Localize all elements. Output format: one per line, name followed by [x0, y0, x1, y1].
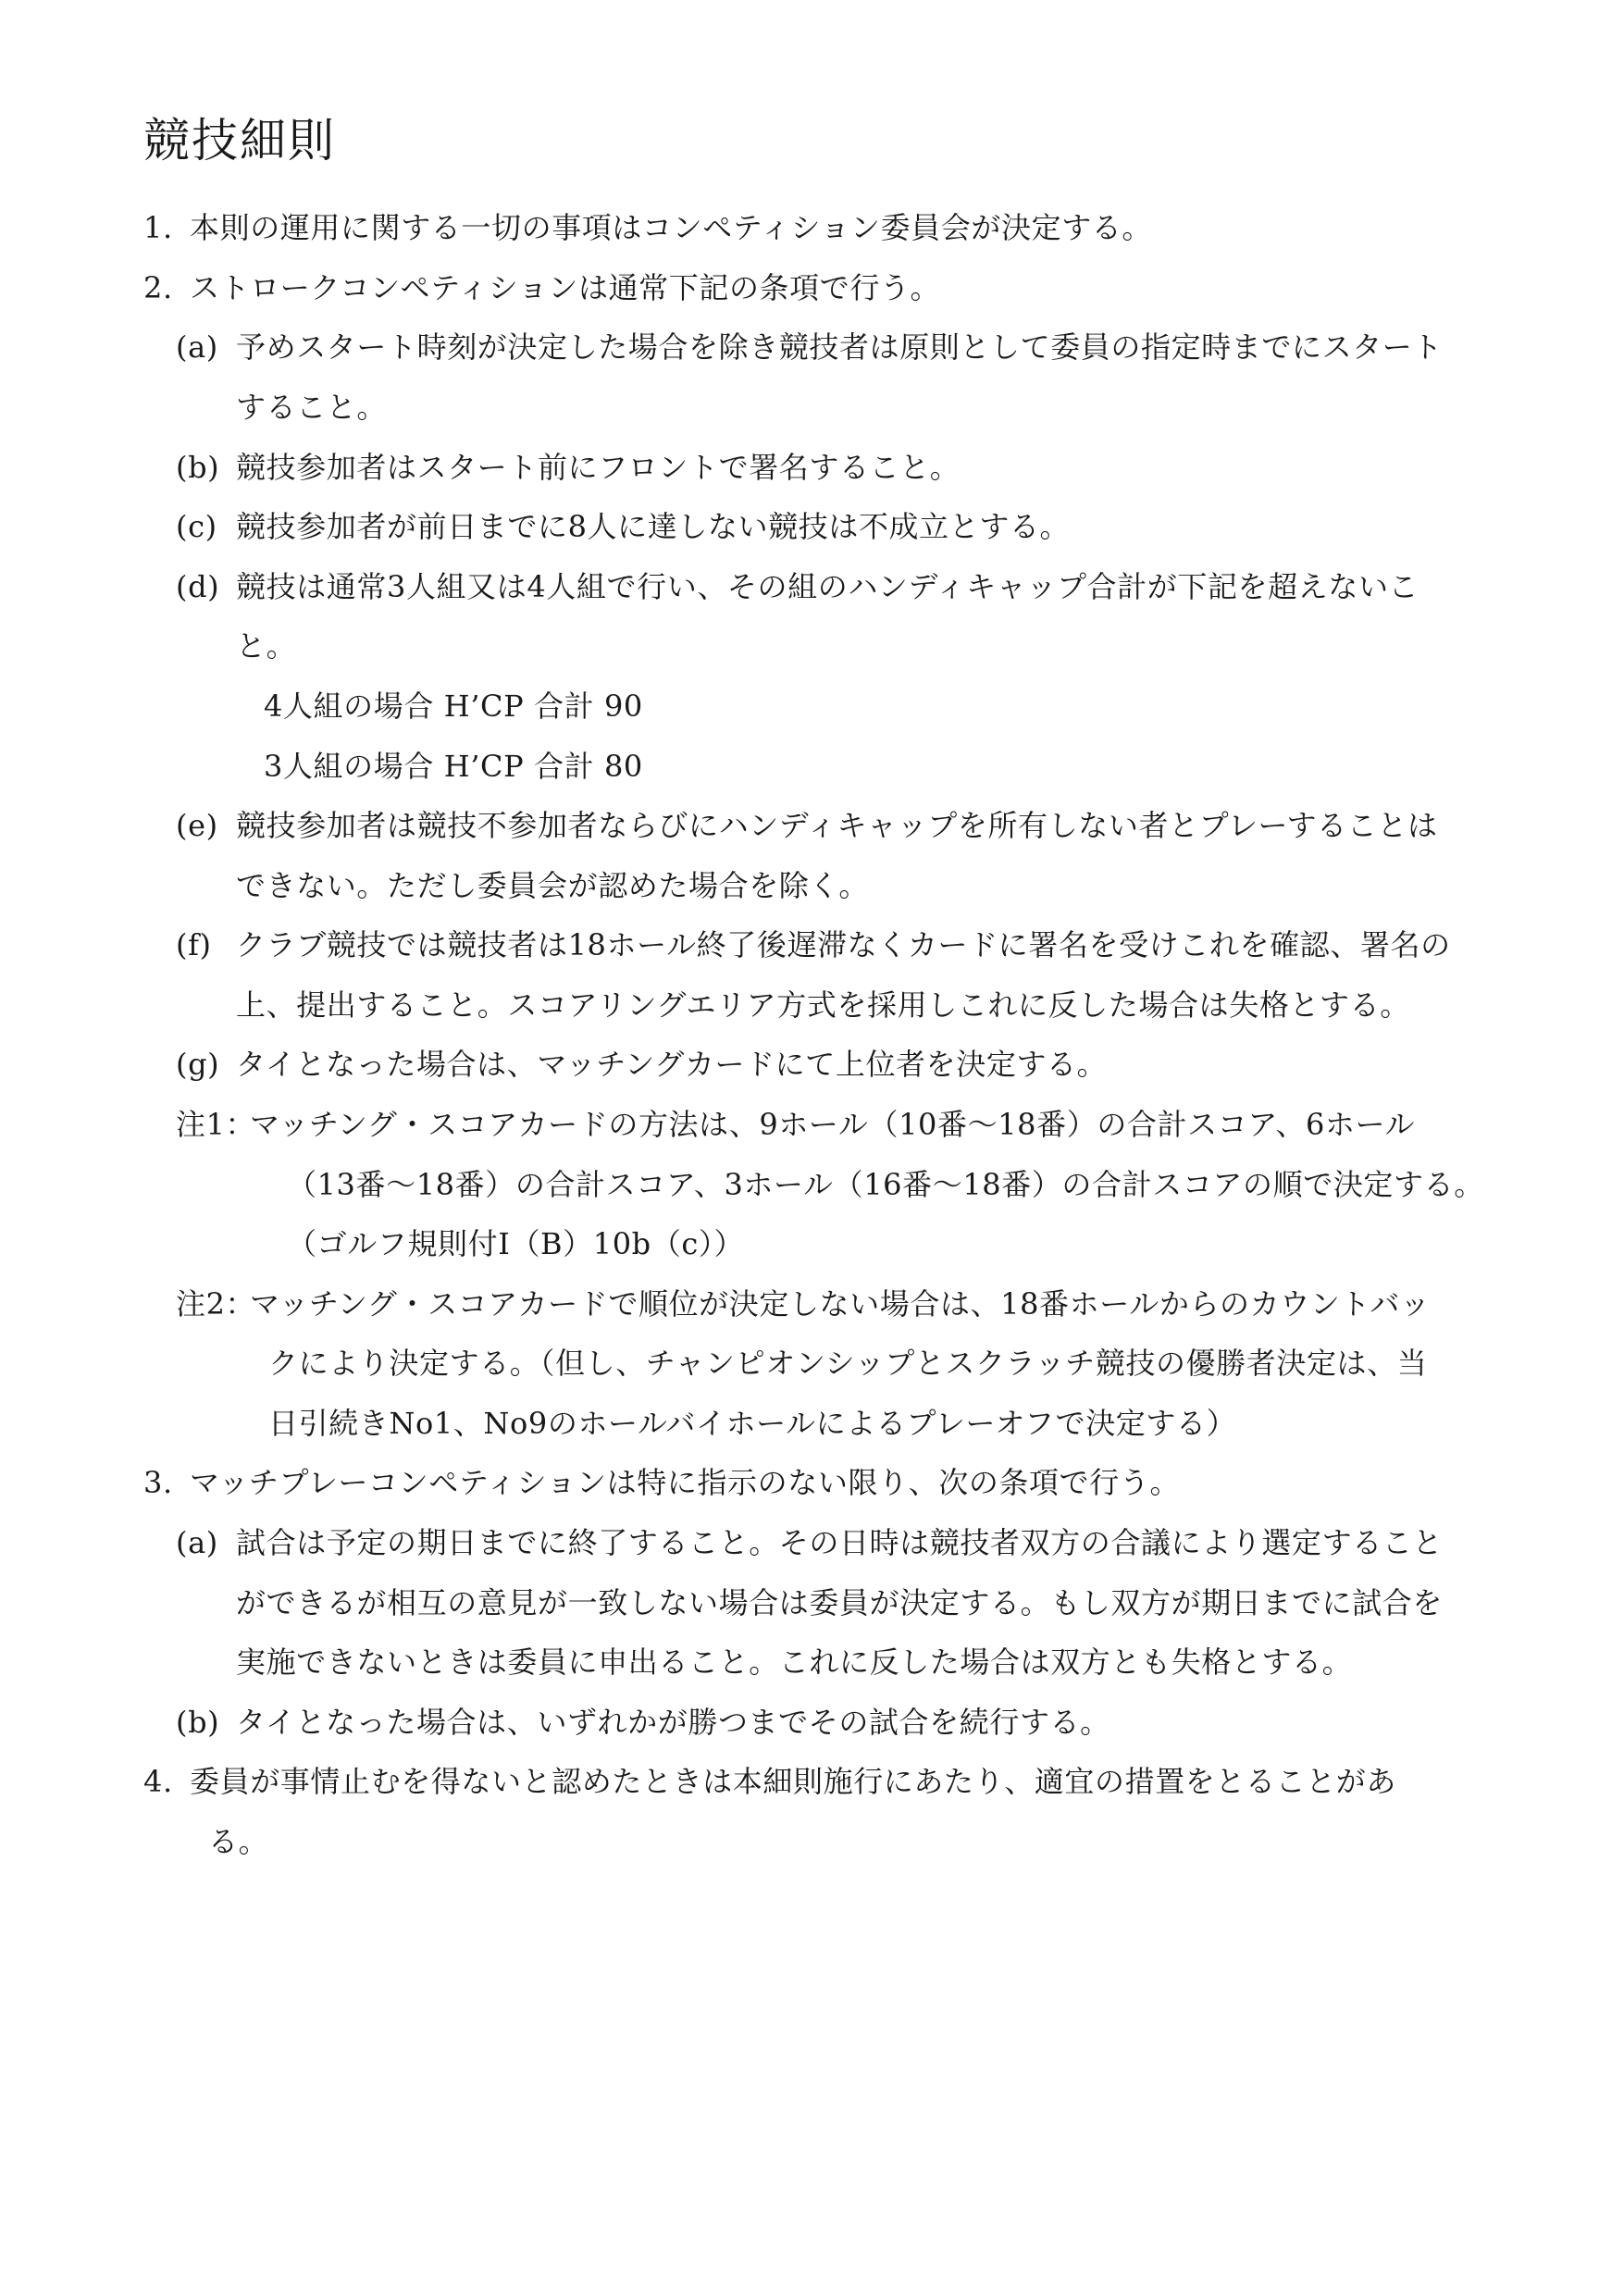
subrule-label: (c) — [176, 509, 217, 544]
rule-number: 2. — [143, 270, 173, 305]
subrule-2d-continuation: と。 — [236, 628, 297, 664]
note-text: マッチング・スコアカードで順位が決定しない場合は、18番ホールからのカウントバッ — [250, 1286, 1431, 1322]
handicap-limit-4: 4人組の場合 H’CP 合計 90 — [264, 689, 643, 724]
subrule-label: (g) — [176, 1047, 220, 1082]
subrule-text: 競技参加者はスタート前にフロントで署名すること。 — [236, 450, 961, 485]
subrule-2f-continuation: 上、提出すること。スコアリングエリア方式を採用しこれに反した場合は失格とする。 — [236, 987, 1410, 1023]
subrule-2g — [176, 1044, 1107, 1085]
subrule-label: (a) — [176, 1525, 218, 1560]
note-1-reference: （ゴルフ規則付I（B）10b（c）） — [287, 1226, 745, 1261]
subrule-text: タイとなった場合は、いずれかが勝つまでその試合を続行する。 — [236, 1705, 1110, 1740]
subrule-2e-continuation: できない。ただし委員会が認めた場合を除く。 — [236, 868, 869, 903]
rule-1 — [143, 207, 1152, 248]
subrule-text: 競技参加者は競技不参加者ならびにハンディキャップを所有しない者とプレーすることは — [236, 808, 1438, 843]
rule-text: ストロークコンペティションは通常下記の条項で行う。 — [190, 270, 941, 305]
rule-text: マッチプレーコンペティションは特に指示のない限り、次の条項で行う。 — [190, 1465, 1181, 1500]
note-1-continuation: （13番～18番）の合計スコア、3ホール（16番～18番）の合計スコアの順で決定する。 — [287, 1167, 1484, 1202]
subrule-label: (b) — [176, 1705, 220, 1740]
subrule-2e — [176, 805, 1438, 846]
subrule-label: (d) — [176, 569, 220, 604]
rule-number: 3. — [143, 1465, 173, 1500]
note-label: 注1： — [176, 1107, 256, 1142]
subrule-text: 試合は予定の期日までに終了すること。その日時は競技者双方の合議により選定すること — [236, 1525, 1444, 1560]
note-1 — [176, 1104, 1415, 1145]
rule-text: 本則の運用に関する一切の事項はコンペティション委員会が決定する。 — [190, 210, 1153, 245]
subrule-2b — [176, 447, 960, 488]
subrule-3a-continuation-2: 実施できないときは委員に申出ること。これに反した場合は双方とも失格とする。 — [236, 1644, 1353, 1680]
rule-number: 1. — [143, 210, 173, 245]
note-text: マッチング・スコアカードの方法は、9ホール（10番～18番）の合計スコア、6ホール — [250, 1107, 1416, 1142]
rule-2 — [143, 267, 940, 308]
subrule-2a-continuation: すること。 — [236, 390, 388, 425]
subrule-3b — [176, 1702, 1110, 1743]
subrule-3a — [176, 1522, 1443, 1563]
subrule-label: (b) — [176, 450, 220, 485]
rule-number: 4. — [143, 1764, 173, 1799]
rule-3 — [143, 1462, 1180, 1503]
subrule-label: (e) — [176, 808, 218, 843]
subrule-text: 競技参加者が前日までに8人に達しない競技は不成立とする。 — [236, 509, 1071, 544]
subrule-text: 予めスタート時刻が決定した場合を除き競技者は原則として委員の指定時までにスタート — [236, 329, 1444, 365]
subrule-2c — [176, 506, 1070, 547]
subrule-text: 競技は通常3人組又は4人組で行い、その組のハンディキャップ合計が下記を超えないこ — [236, 569, 1419, 604]
subrule-label: (a) — [176, 329, 218, 365]
subrule-2d — [176, 566, 1419, 607]
rule-text: 委員が事情止むを得ないと認めたときは本細則施行にあたり、適宜の措置をとることがあ — [190, 1764, 1397, 1799]
subrule-label: (f) — [176, 927, 212, 962]
rule-4-continuation: る。 — [208, 1824, 269, 1859]
subrule-3a-continuation: ができるが相互の意見が一致しない場合は委員が決定する。もし双方が期日までに試合を — [236, 1585, 1444, 1620]
note-2-continuation: クにより決定する。（但し、チャンピオンシップとスクラッチ競技の優勝者決定は、当 — [268, 1346, 1428, 1381]
note-label: 注2： — [176, 1286, 256, 1322]
rule-4 — [143, 1761, 1396, 1802]
subrule-2f — [176, 925, 1451, 965]
subrule-text: タイとなった場合は、マッチングカードにて上位者を決定する。 — [236, 1047, 1108, 1082]
note-2-continuation-2: 日引続きNo1、No9のホールバイホールによるプレーオフで決定する） — [268, 1406, 1237, 1441]
subrule-2a — [176, 327, 1443, 367]
note-2 — [176, 1284, 1431, 1324]
handicap-limit-3: 3人組の場合 H’CP 合計 80 — [264, 749, 643, 784]
subrule-text: クラブ競技では競技者は18ホール終了後遅滞なくカードに署名を受けこれを確認、署名の — [236, 927, 1451, 962]
document-title: 競技細則 — [143, 114, 336, 168]
